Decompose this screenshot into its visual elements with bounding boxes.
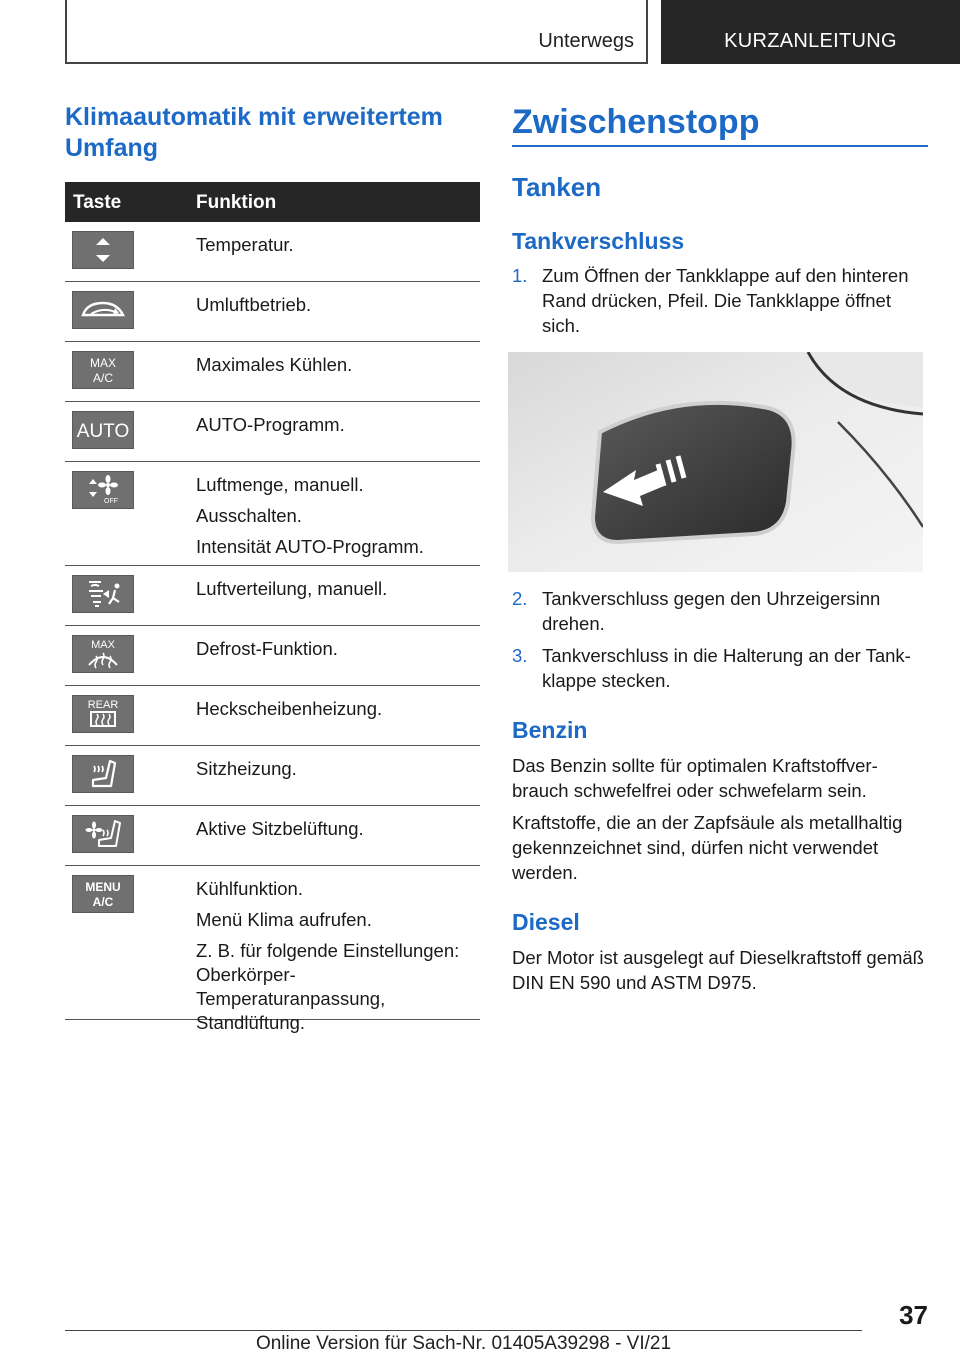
step-number: 1. xyxy=(512,265,528,286)
fuel-flap-illustration xyxy=(508,352,923,572)
function-line: Menü Klima aufrufen. xyxy=(196,909,372,930)
row-function xyxy=(196,413,480,444)
key-text: OFF xyxy=(104,498,118,505)
row-function xyxy=(196,817,480,848)
table-row xyxy=(65,626,480,686)
step-text: Tankverschluss gegen den Uhrzeigersinn drehen. xyxy=(542,588,881,634)
step-item xyxy=(512,263,928,338)
function-line: Luftverteilung, manuell. xyxy=(196,578,388,599)
header-chapter-box xyxy=(661,0,960,64)
rear-window-heating-icon xyxy=(72,695,134,733)
footer-rule xyxy=(65,1330,862,1331)
row-function xyxy=(196,473,480,566)
stop-title: Zwischenstopp xyxy=(512,103,760,141)
table-row xyxy=(65,282,480,342)
diesel-heading: Diesel xyxy=(512,909,580,935)
header-section-box xyxy=(65,0,648,64)
key-text: MENU xyxy=(85,880,121,894)
row-function xyxy=(196,293,480,324)
function-line: Z. B. für folgende Einstellungen: Oberkörper-Temperaturanpassung, Standlüftung. xyxy=(196,940,460,1033)
table-row xyxy=(65,566,480,626)
table-header xyxy=(65,182,480,222)
function-line: AUTO-Programm. xyxy=(196,414,345,435)
step-item xyxy=(512,586,928,636)
step-text: Tankverschluss in die Halterung an der Tankklappe stecken. xyxy=(542,645,911,691)
row-function xyxy=(196,233,480,264)
table-row xyxy=(65,462,480,566)
petrol-heading: Benzin xyxy=(512,717,588,743)
function-line: Sitzheizung. xyxy=(196,758,297,779)
row-function xyxy=(196,637,480,668)
climate-title: Klimaautomatik mit erweitertem Umfang xyxy=(65,103,443,162)
key-text: MAX xyxy=(89,356,117,370)
function-line: Heckscheibenheizung. xyxy=(196,698,383,719)
fuel-cap-heading: Tankverschluss xyxy=(512,228,685,254)
climate-table xyxy=(65,182,480,1033)
key-text: REAR xyxy=(87,699,119,711)
page-number: 37 xyxy=(899,1300,928,1330)
max-ac-icon xyxy=(72,351,134,389)
title-rule xyxy=(512,145,928,147)
air-recirculation-icon xyxy=(72,291,134,329)
function-line: Intensität AUTO-Programm. xyxy=(196,536,424,557)
table-row xyxy=(65,222,480,282)
diesel-paragraph: Der Motor ist ausgelegt auf Dieselkraftstoff gemäß DIN EN 590 und ASTM D975. xyxy=(512,947,924,993)
menu-ac-icon xyxy=(72,875,134,913)
petrol-paragraph: Kraftstoffe, die an der Zapfsäule als metallhaltig gekennzeichnet sind, dürfen nicht verwendet werden. xyxy=(512,812,903,883)
col-func-header: Funktion xyxy=(196,192,277,213)
row-function xyxy=(196,757,480,788)
step-item xyxy=(512,643,928,693)
function-line: Luftmenge, manuell. xyxy=(196,474,364,495)
table-row xyxy=(65,806,480,866)
step-number: 3. xyxy=(512,645,528,666)
seat-heating-icon xyxy=(72,755,134,793)
function-line: Aktive Sitzbelüftung. xyxy=(196,818,364,839)
key-text: AUTO xyxy=(76,421,130,442)
max-defrost-icon xyxy=(72,635,134,673)
key-text: A/C xyxy=(92,371,114,385)
refuel-heading: Tanken xyxy=(512,172,602,202)
function-line: Temperatur. xyxy=(196,234,294,255)
row-function xyxy=(196,577,480,608)
col-key-header: Taste xyxy=(73,192,122,213)
air-distribution-icon xyxy=(72,575,134,613)
function-line: Kühlfunktion. xyxy=(196,878,303,899)
row-function xyxy=(196,353,480,384)
table-row xyxy=(65,746,480,806)
key-text: MAX xyxy=(91,639,115,651)
auto-icon xyxy=(72,411,134,449)
footer-text: Online Version für Sach-Nr. 01405A39298 - VI/21 xyxy=(255,1333,672,1354)
function-line: Maximales Kühlen. xyxy=(196,354,353,375)
step-text: Zum Öffnen der Tankklappe auf den hinteren Rand drücken, Pfeil. Die Tankklappe öffnet sich. xyxy=(542,265,909,336)
header-chapter-label: KURZANLEITUNG xyxy=(724,30,897,52)
function-line: Defrost-Funktion. xyxy=(196,638,338,659)
table-row xyxy=(65,686,480,746)
table-row xyxy=(65,866,480,1033)
table-row xyxy=(65,402,480,462)
temperature-arrows-icon xyxy=(72,231,134,269)
table-row xyxy=(65,342,480,402)
row-function xyxy=(196,877,480,1042)
fan-off-icon xyxy=(72,471,134,509)
row-function xyxy=(196,697,480,728)
step-number: 2. xyxy=(512,588,528,609)
header-section-label: Unterwegs xyxy=(538,30,634,52)
petrol-paragraph: Das Benzin sollte für optimalen Kraftstoffverbrauch schwefelfrei oder schwefelarm sein. xyxy=(512,755,878,801)
function-line: Ausschalten. xyxy=(196,505,302,526)
function-line: Umluftbetrieb. xyxy=(196,294,312,315)
seat-ventilation-icon xyxy=(72,815,134,853)
key-text: A/C xyxy=(92,895,114,909)
